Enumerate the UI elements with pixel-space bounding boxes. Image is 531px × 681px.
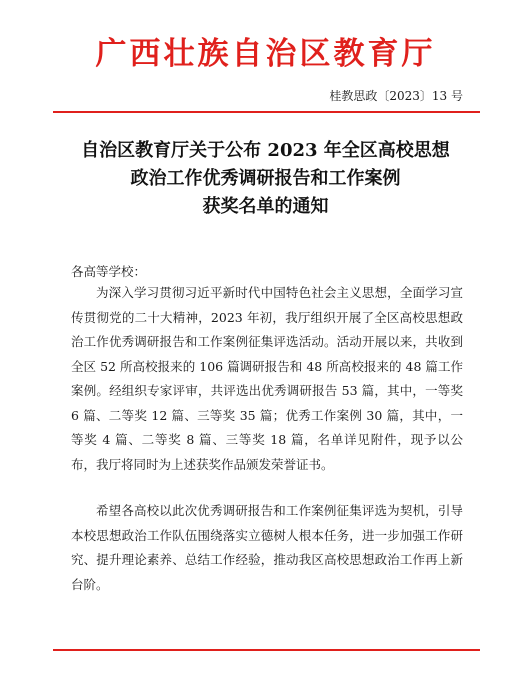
- notice-title: [0, 137, 531, 221]
- header-red-rule: [53, 111, 480, 113]
- notice-title-line-3: 获奖名单的通知: [202, 196, 329, 217]
- notice-title-line-2: 政治工作优秀调研报告和工作案例: [130, 168, 401, 189]
- footer-red-rule: [53, 649, 480, 651]
- document-number: 桂教思政〔2023〕13 号: [329, 89, 463, 103]
- notice-title-line-1: 自治区教育厅关于公布 2023 年全区高校思想: [81, 140, 450, 161]
- body-paragraph-2: 希望各高校以此次优秀调研报告和工作案例征集评选为契机，引导本校思想政治工作队伍围绕落实立德树人根本任务，进一步加强工作研究、提升理论素养、总结工作经验，推动我区高校思想政治工作再上新台阶。: [71, 503, 463, 592]
- agency-header-title: 广西壮族自治区教育厅: [95, 36, 436, 72]
- body-paragraph-1: 为深入学习贯彻习近平新时代中国特色社会主义思想，全面学习宣传贯彻党的二十大精神，2023 年初，我厅组织开展了全区高校思想政治工作优秀调研报告和工作案例征集评选活动。活动开展以来，共收到全区 52 所高校报来的 106 篇调研报告和 48 所高校报来的 48 篇工作案例。经组织专家评审，共评选出优秀调研报告 53 篇，其中，一等奖 6 篇、二等奖 12 篇、三等奖 35 篇；优秀工作案例 30 篇，其中，一等奖 4 篇、二等奖 8 篇、三等奖 18 篇，名单详见附件，现予以公布，我厅将同时为上述获奖作品颁发荣誉证书。: [71, 285, 463, 472]
- salutation: 各高等学校：: [71, 264, 147, 279]
